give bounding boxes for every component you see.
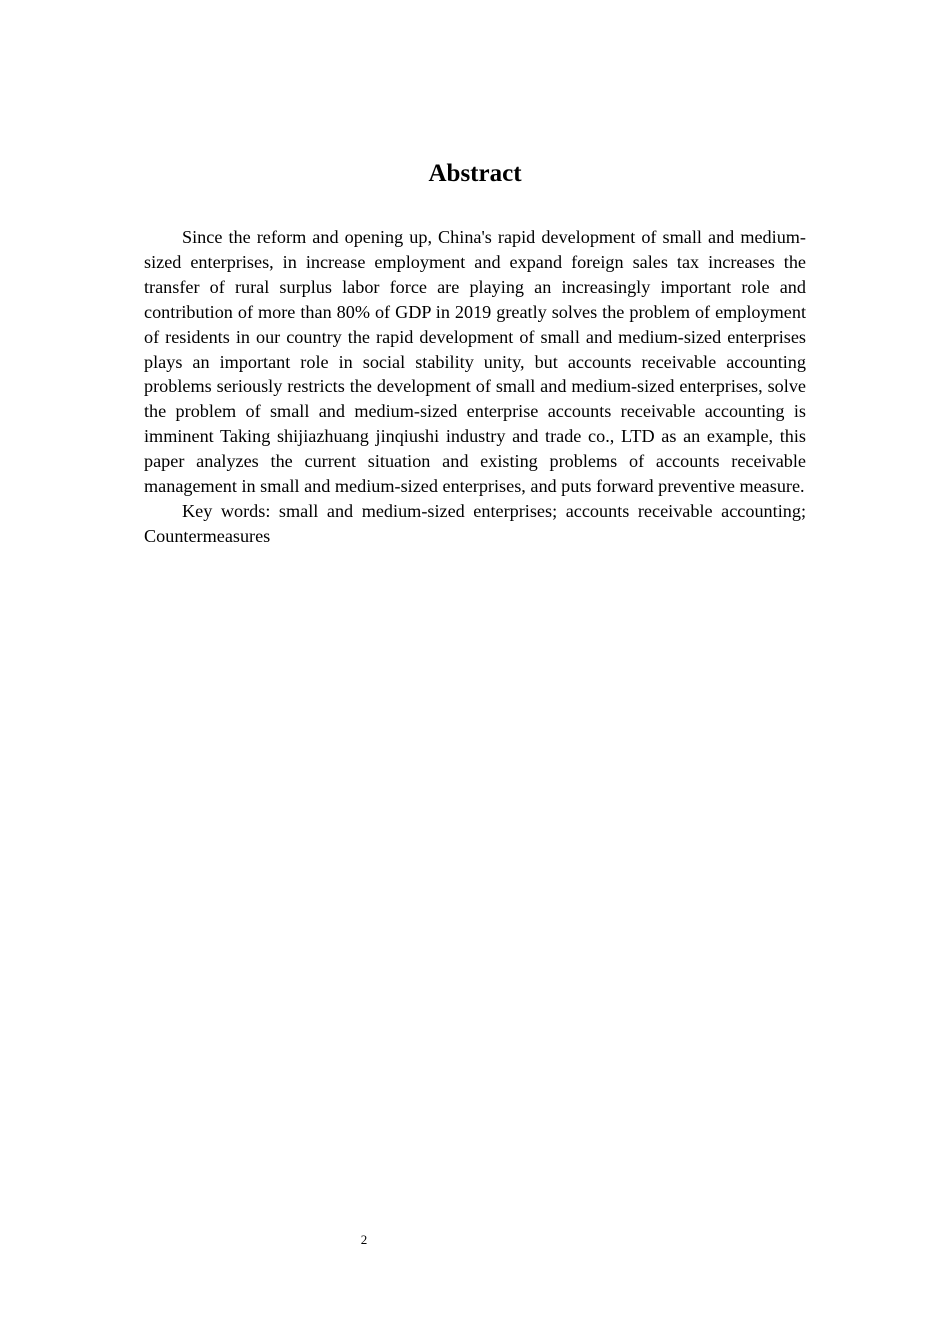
keywords-paragraph: Key words: small and medium-sized enterprises; accounts receivable accounting; Countermeasures [144, 500, 806, 546]
page-number: 2 [360, 1232, 368, 1247]
abstract-paragraph: Since the reform and opening up, China's rapid development of small and medium-sized enterprises, in increase employment and expand foreign sales tax increases the transfer of rural surplus labor force are playing an increasingly important role and contribution of more than 80% of GDP in 2019 greatly solves the problem of employment of residents in our country the rapid development of small and medium-sized enterprises plays an important role in social stability unity, but accounts receivable accounting problems seriously restricts the development of small and medium-sized enterprises, solve the problem of small and medium-sized enterprise accounts receivable accounting is imminent Taking shijiazhuang jinqiushi industry and trade co., LTD as an example, this paper analyzes the current situation and existing problems of accounts receivable management in small and medium-sized enterprises, and puts forward preventive measure. [144, 227, 806, 497]
abstract-body [144, 225, 806, 549]
page-title: Abstract [428, 160, 522, 187]
